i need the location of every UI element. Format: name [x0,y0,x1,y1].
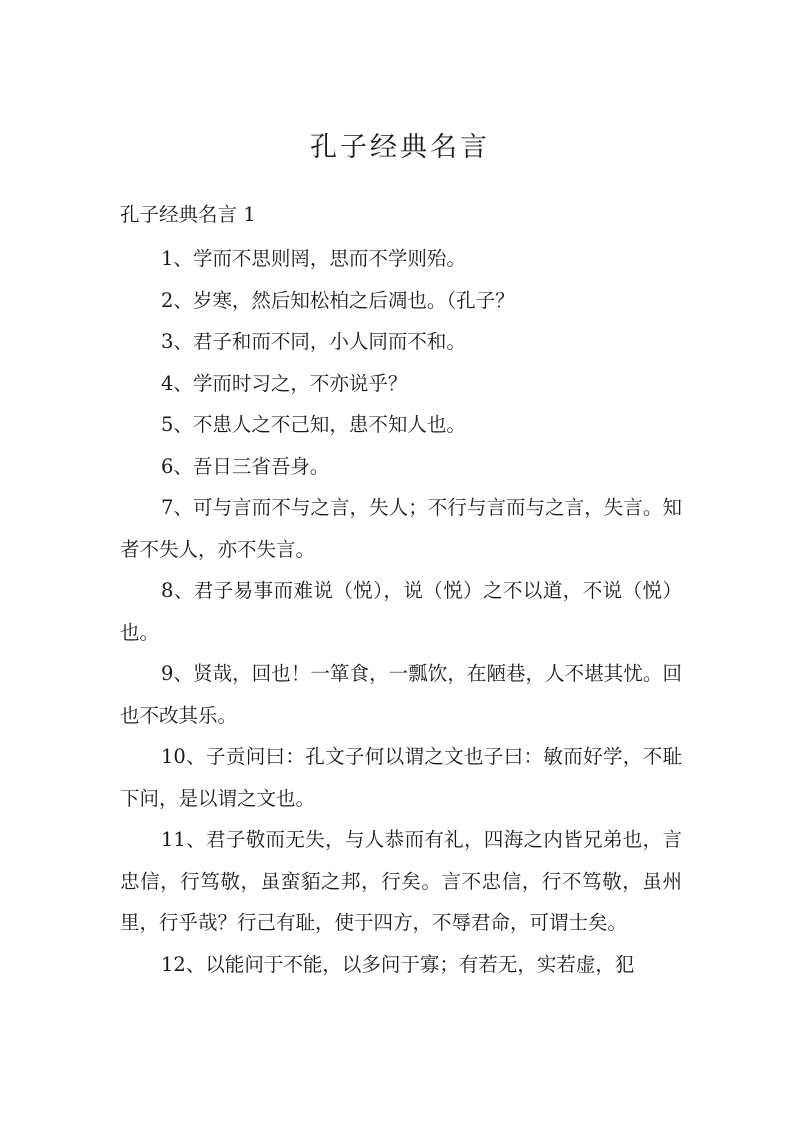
quote-paragraph-12: 12、以能问于不能，以多问于寡；有若无，实若虚，犯 [161,952,635,976]
quote-paragraph-9: 9、贤哉，回也！一箪食，一瓢饮，在陋巷，人不堪其忧。回也不改其乐。 [120,662,682,727]
quote-paragraph-3: 3、君子和而不同，小人同而不和。 [161,330,466,353]
quote-paragraph-7: 7、可与言而不与之言，失人；不行与言而与之言，失言。知者不失人，亦不失言。 [120,496,682,561]
quote-paragraph-10: 10、子贡问曰：孔文子何以谓之文也子曰：敏而好学，不耻下问，是以谓之文也。 [120,745,682,810]
quote-paragraph-2: 2、岁寒，然后知松柏之后凋也。（孔子？ [161,288,515,312]
document-title: 孔子经典名言 [310,132,490,163]
quote-paragraph-4: 4、学而时习之，不亦说乎？ [161,371,408,395]
section-heading: 孔子经典名言 1 [120,203,256,226]
quote-paragraph-1: 1、学而不思则罔，思而不学则殆。 [161,247,466,270]
quote-paragraph-6: 6、吾日三省吾身。 [161,454,330,478]
quote-paragraph-8: 8、君子易事而难说（悦），说（悦）之不以道，不说（悦）也。 [120,579,682,644]
quote-paragraph-11: 11、君子敬而无失，与人恭而有礼，四海之内皆兄弟也，言忠信，行笃敬，虽蛮貊之邦，行矣。言不忠信，行不笃敬，虽州里，行乎哉？行己有耻，使于四方，不辱君命，可谓士矣。 [120,828,682,934]
quotes-body [120,238,682,985]
quote-paragraph-5: 5、不患人之不己知，患不知人也。 [161,413,466,436]
